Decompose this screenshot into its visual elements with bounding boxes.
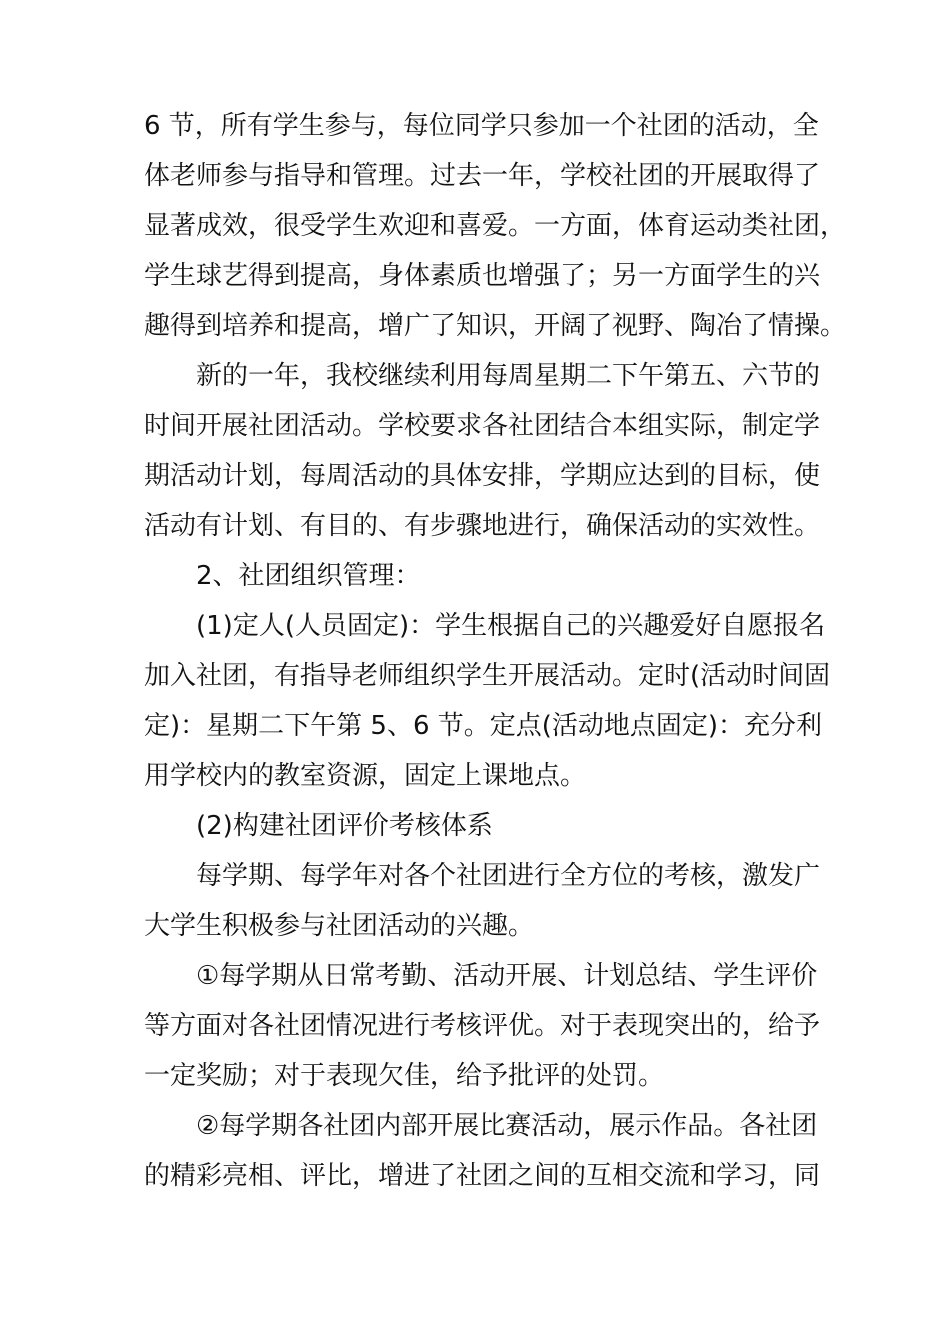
body-text-line: 活动有计划、有目的、有步骤地进行，确保活动的实效性。: [144, 511, 821, 541]
body-text-line: 的精彩亮相、评比，增进了社团之间的互相交流和学习，同: [144, 1161, 821, 1191]
body-text-line: 6 节，所有学生参与，每位同学只参加一个社团的活动，全: [144, 111, 819, 141]
body-text-line: 趣得到培养和提高，增广了知识，开阔了视野、陶冶了情操。: [144, 311, 847, 341]
subsection-heading: (2)构建社团评价考核体系: [196, 811, 493, 841]
body-text-line: 加入社团，有指导老师组织学生开展活动。定时(活动时间固: [144, 661, 831, 691]
body-text-line: 时间开展社团活动。学校要求各社团结合本组实际，制定学: [144, 411, 821, 441]
body-text-line: 期活动计划，每周活动的具体安排，学期应达到的目标，使: [144, 461, 821, 491]
paragraph-start-line: 新的一年，我校继续利用每周星期二下午第五、六节的: [196, 361, 821, 391]
paragraph-start-line: 每学期、每学年对各个社团进行全方位的考核，激发广: [196, 861, 821, 891]
body-text-line: 大学生积极参与社团活动的兴趣。: [144, 911, 535, 941]
paragraph-start-line: (1)定人(人员固定)：学生根据自己的兴趣爱好自愿报名: [196, 611, 826, 641]
section-heading: 2、社团组织管理：: [196, 561, 421, 591]
document-body: [144, 101, 847, 1201]
body-text-line: 定)：星期二下午第 5、6 节。定点(活动地点固定)：充分利: [144, 711, 823, 741]
paragraph-start-line: ②每学期各社团内部开展比赛活动，展示作品。各社团: [196, 1111, 818, 1141]
body-text-line: 等方面对各社团情况进行考核评优。对于表现突出的，给予: [144, 1011, 821, 1041]
paragraph-start-line: ①每学期从日常考勤、活动开展、计划总结、学生评价: [196, 961, 818, 991]
body-text-line: 体老师参与指导和管理。过去一年，学校社团的开展取得了: [144, 161, 821, 191]
body-text-line: 显著成效，很受学生欢迎和喜爱。一方面，体育运动类社团，: [144, 211, 847, 241]
body-text-line: 学生球艺得到提高，身体素质也增强了；另一方面学生的兴: [144, 261, 821, 291]
body-text-line: 用学校内的教室资源，固定上课地点。: [144, 761, 587, 791]
body-text-line: 一定奖励；对于表现欠佳，给予批评的处罚。: [144, 1061, 665, 1091]
